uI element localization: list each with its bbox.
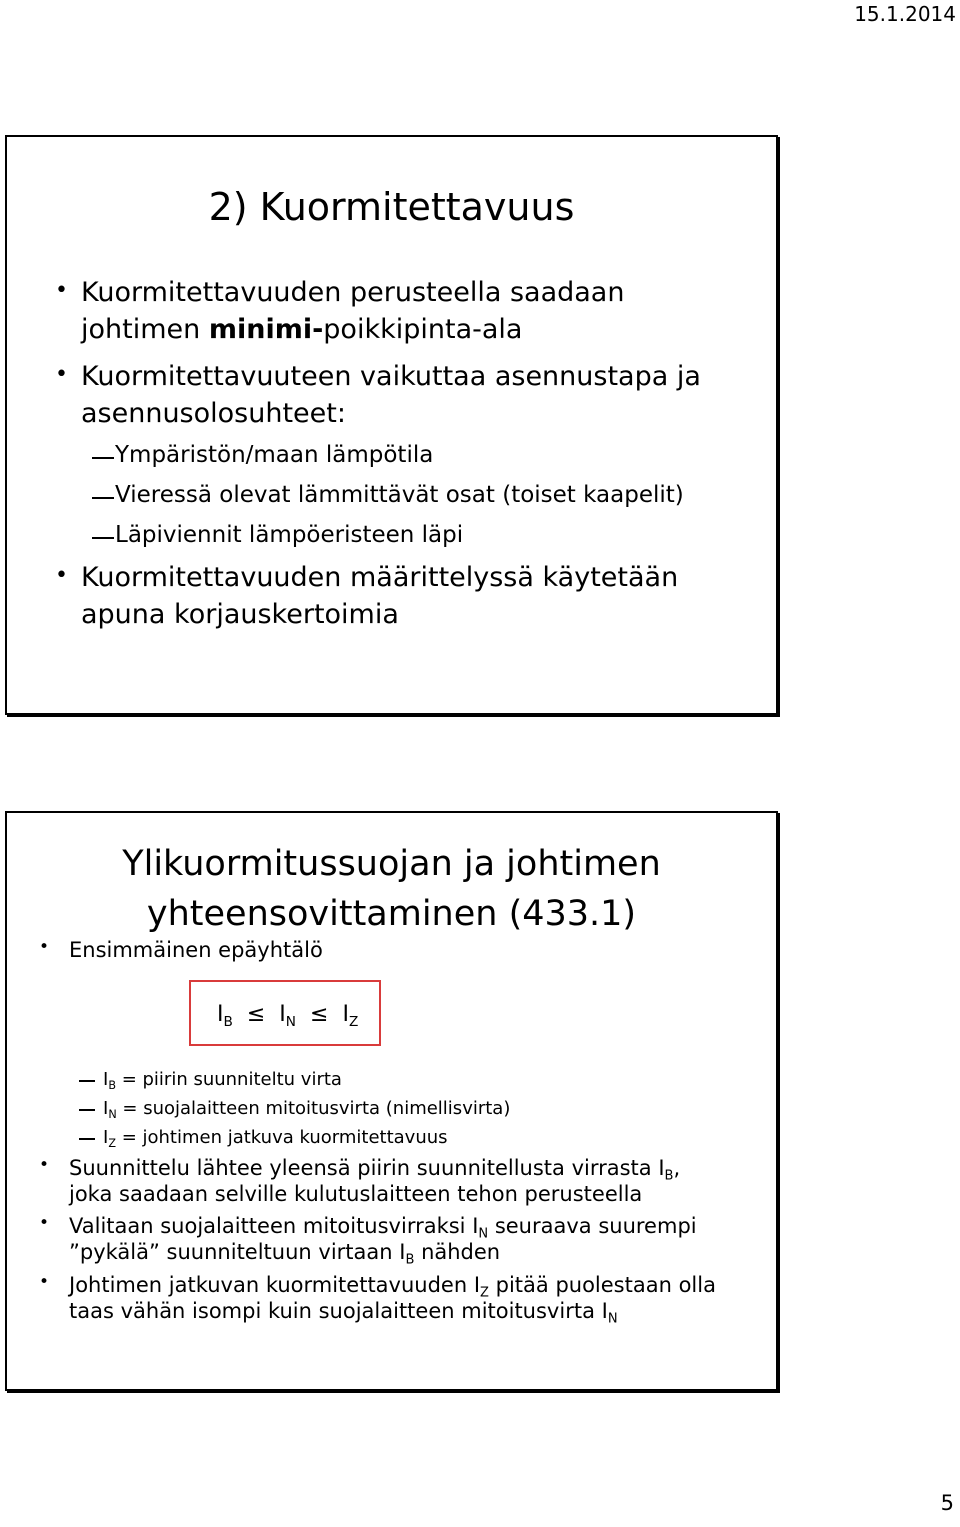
slide-kuormitettavuus [5, 135, 778, 715]
bullet-icon: • [39, 1213, 50, 1233]
sub-item: $I_B$ = piirin suunniteltu virta [103, 1069, 342, 1092]
sub-item: Läpiviennit lämpöeristeen läpi [115, 522, 464, 548]
dash-icon [92, 497, 114, 499]
bullet-text: johtimen minimi-poikkipinta-ala [81, 314, 523, 345]
inequality-box: $I_B \le I_N \le I_Z$ [189, 980, 381, 1046]
bullet-icon: • [39, 1272, 50, 1292]
bullet-text: Kuormitettavuuden määrittelyssä käytetään [81, 562, 679, 593]
slide-title: Ylikuormitussuojan ja johtimen yhteensovittaminen (433.1) [122, 844, 661, 934]
bullet-text: Valitaan suojalaitteen mitoitusvirraksi $I_N$ seuraava suurempi [69, 1214, 697, 1242]
bullet-text: Kuormitettavuuteen vaikuttaa asennustapa ja [81, 361, 701, 392]
bullet-text: Suunnittelu lähtee yleensä piirin suunnitellusta virrasta $I_B$, [69, 1156, 681, 1184]
sub-item: Ympäristön/maan lämpötila [115, 442, 434, 468]
bullet-text: joka saadaan selville kulutuslaitteen tehon perusteella [69, 1182, 643, 1206]
bullet-text: apuna korjauskertoimia [81, 599, 399, 630]
dash-icon [79, 1080, 95, 1082]
page-number: 5 [940, 1491, 954, 1515]
slide-yhteensovittaminen [5, 811, 778, 1391]
bullet-text: taas vähän isompi kuin suojalaitteen mitoitusvirta $I_N$ [69, 1299, 618, 1327]
bullet-text: ”pykälä” suunniteltuun virtaan $I_B$ nähden [69, 1240, 501, 1268]
bullet-icon: • [39, 1155, 50, 1175]
bullet-icon: • [55, 563, 68, 588]
document-date: 15.1.2014 [854, 2, 956, 26]
sub-item: $I_N$ = suojalaitteen mitoitusvirta (nimellisvirta) [103, 1098, 511, 1121]
sub-item: Vieressä olevat lämmittävät osat (toiset kaapelit) [115, 482, 684, 508]
bullet-text: Kuormitettavuuden perusteella saadaan [81, 277, 625, 308]
dash-icon [79, 1109, 95, 1111]
bullet-icon: • [55, 278, 68, 303]
bullet-icon: • [55, 362, 68, 387]
dash-icon [92, 457, 114, 459]
bullet-text: asennusolosuhteet: [81, 398, 346, 429]
slide-title: 2) Kuormitettavuus [208, 185, 575, 229]
bullet-icon: • [39, 937, 50, 957]
dash-icon [79, 1138, 95, 1140]
bullet-text: Johtimen jatkuvan kuormitettavuuden $I_Z$ pitää puolestaan olla [69, 1273, 716, 1301]
bold-term: minimi- [208, 314, 324, 345]
sub-item: $I_Z$ = johtimen jatkuva kuormitettavuus [103, 1127, 448, 1150]
dash-icon [92, 537, 114, 539]
bullet-text: Ensimmäinen epäyhtälö [69, 938, 323, 962]
